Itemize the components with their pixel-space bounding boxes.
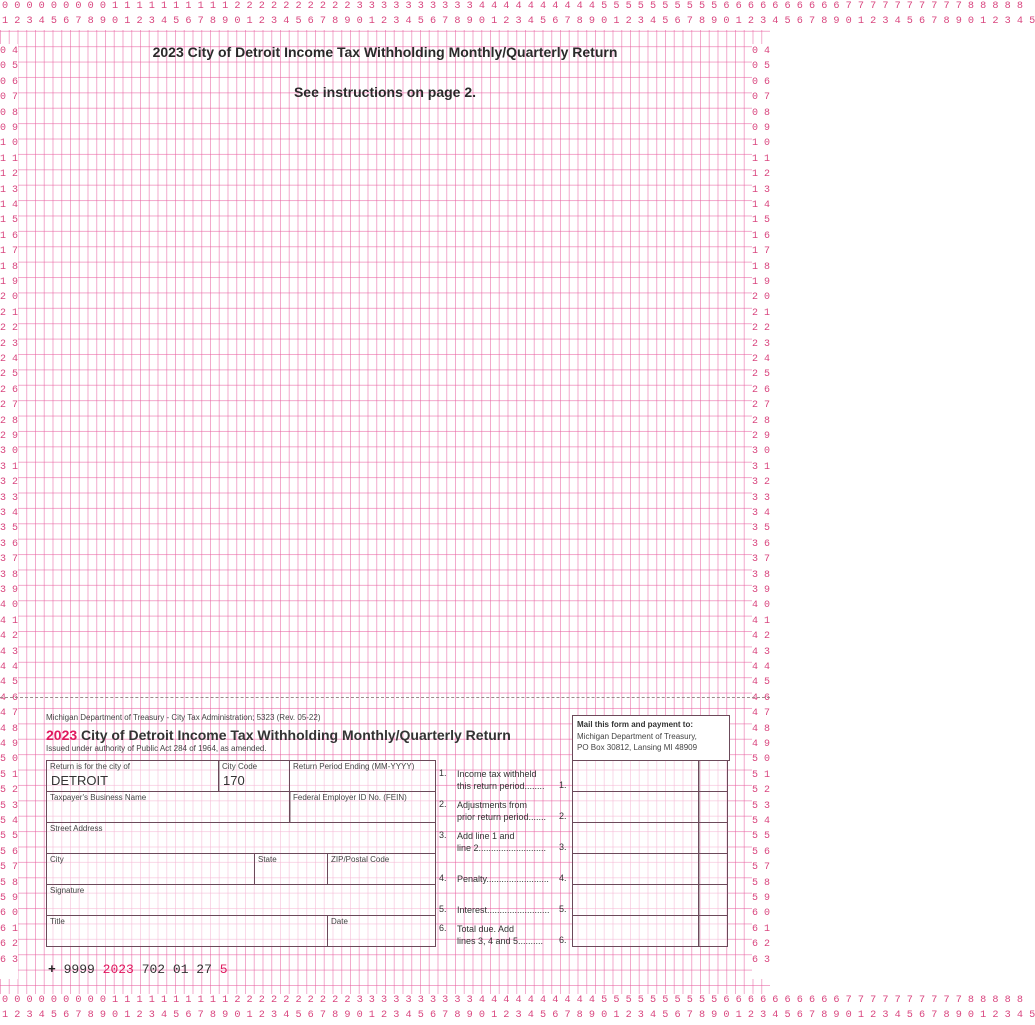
ruler-number: 5 2 [0, 785, 19, 797]
ruler-number: 3 4 [0, 508, 19, 519]
street-label: Street Address [50, 824, 103, 833]
line-text-1: Adjustments from [457, 800, 528, 810]
ruler-number: 5 2 [752, 785, 771, 797]
ruler-number: 1 7 [0, 246, 19, 258]
ruler-number: 4 0 [752, 600, 771, 612]
form-year: 2023 [46, 727, 78, 743]
ruler-number: 4 9 [0, 739, 19, 750]
line-description [457, 923, 543, 947]
line-number: 2. [439, 799, 447, 809]
ruler-number: 5 5 [0, 831, 19, 843]
amount-cents-box[interactable] [698, 791, 728, 823]
line-text-1: Interest......................... [457, 905, 550, 915]
ruler-number: 3 5 [752, 523, 771, 535]
ruler-number: 0 4 [752, 46, 771, 57]
ruler-number: 5 7 [752, 862, 771, 874]
ruler-number: 4 9 [752, 739, 771, 750]
ruler-number: 0 7 [752, 92, 771, 104]
ruler-number: 1 2 [752, 169, 771, 181]
ruler-row-units: 1 2 3 4 5 6 7 8 9 0 1 2 3 4 5 6 7 8 9 0 1 2 3 4 5 6 7 8 9 0 1 2 3 4 5 6 7 8 9 0 1 2 3 4 5 6 7 8 9 0 1 2 3 4 5 6 7 8 9 0 1 2 3 4 5 6 7 8 9 0 1 2 3 4 5 6 7 8 9 0 1 2 3 4 5 [2, 1010, 1035, 1021]
line-text-1: Penalty......................... [457, 874, 549, 884]
ruler-number: 0 6 [752, 76, 771, 88]
ruler-number: 3 2 [752, 477, 771, 489]
ruler-number: 1 5 [752, 215, 771, 227]
page-title: 2023 City of Detroit Income Tax Withholding Monthly/Quarterly Return [152, 44, 618, 60]
ruler-number: 2 8 [0, 415, 19, 427]
ruler-number: 1 4 [752, 200, 771, 211]
amount-cents-box[interactable] [698, 760, 728, 792]
ruler-number: 1 2 [0, 169, 19, 181]
ruler-number: 5 0 [0, 754, 19, 766]
line-end-number: 2. [559, 811, 567, 821]
ruler-number: 0 5 [0, 61, 19, 73]
ruler-number: 4 2 [752, 631, 771, 643]
ruler-number: 2 6 [0, 384, 19, 396]
ruler-number: 2 4 [0, 354, 19, 365]
ruler-number: 2 2 [0, 323, 19, 335]
state-field[interactable] [254, 853, 328, 885]
ruler-number: 4 7 [0, 708, 19, 720]
ruler-number: 4 6 [0, 692, 19, 704]
ruler-number: 1 6 [0, 230, 19, 242]
city-code-label: City Code [222, 762, 258, 771]
ruler-number: 4 6 [752, 692, 771, 704]
street-field[interactable] [46, 822, 436, 854]
ruler-number: 5 1 [752, 769, 771, 781]
ruler-number: 1 3 [752, 184, 771, 196]
mail-to-box [572, 715, 730, 761]
ruler-number: 6 3 [752, 954, 771, 966]
line-number: 4. [439, 873, 447, 883]
authority-line: Issued under authority of Public Act 284 of 1964, as amended. [46, 744, 267, 753]
ruler-number: 2 1 [752, 307, 771, 319]
ruler-number: 0 8 [752, 107, 771, 119]
line-description [457, 904, 550, 916]
period-field[interactable] [289, 760, 436, 792]
signature-label: Signature [50, 886, 85, 895]
title-field[interactable] [46, 915, 328, 947]
line-number: 6. [439, 923, 447, 933]
ruler-number: 5 8 [752, 877, 771, 889]
ruler-number: 5 4 [0, 816, 19, 827]
amount-dollars-box[interactable] [572, 791, 700, 823]
bottom-ruler [0, 994, 1035, 1024]
ruler-number: 2 2 [752, 323, 771, 335]
ruler-number: 1 0 [752, 138, 771, 150]
page-subtitle: See instructions on page 2. [293, 84, 477, 100]
ruler-number: 1 9 [0, 277, 19, 288]
line-text-2: lines 3, 4 and 5.......... [457, 936, 544, 946]
ruler-number: 3 9 [752, 585, 771, 596]
amount-cents-box[interactable] [698, 915, 728, 947]
ruler-number: 1 6 [752, 230, 771, 242]
ruler-number: 0 9 [0, 123, 19, 134]
ruler-number: 5 6 [752, 846, 771, 858]
amount-dollars-box[interactable] [572, 884, 700, 916]
ruler-number: 6 0 [0, 908, 19, 920]
left-ruler [0, 44, 18, 979]
ruler-number: 3 1 [0, 461, 19, 473]
ruler-number: 1 4 [0, 200, 19, 211]
city2-field[interactable] [46, 853, 255, 885]
ruler-number: 4 0 [0, 600, 19, 612]
cut-line [0, 697, 770, 698]
scan-part-1: 9999 [63, 962, 95, 977]
ruler-number: 3 3 [752, 492, 771, 504]
line-end-number: 6. [559, 935, 567, 945]
line-end-number: 3. [559, 842, 567, 852]
ruler-number: 3 0 [0, 446, 19, 458]
plus-mark: + [48, 962, 56, 977]
ruler-number: 2 3 [752, 338, 771, 350]
ruler-number: 1 8 [752, 261, 771, 273]
ruler-number: 1 5 [0, 215, 19, 227]
line-description [457, 873, 549, 885]
ruler-number: 6 1 [0, 923, 19, 935]
ruler-number: 5 3 [752, 800, 771, 812]
ruler-number: 2 7 [752, 400, 771, 412]
ruler-number: 3 7 [752, 554, 771, 566]
line-text-1: Add line 1 and [457, 831, 515, 841]
ruler-number: 4 8 [752, 723, 771, 735]
fein-label: Federal Employer ID No. (FEIN) [293, 793, 407, 802]
line-end-number: 4. [559, 873, 567, 883]
ruler-number: 3 7 [0, 554, 19, 566]
ruler-row-tens: 0 0 0 0 0 0 0 0 0 1 1 1 1 1 1 1 1 1 1 2 2 2 2 2 2 2 2 2 2 3 3 3 3 3 3 3 3 3 3 4 4 4 4 4 4 4 4 4 4 5 5 5 5 5 5 5 5 5 5 6 6 6 6 6 6 6 6 6 6 7 7 7 7 7 7 7 7 7 7 8 8 8 8 8 [2, 995, 1023, 1006]
ruler-number: 2 5 [752, 369, 771, 381]
ruler-number: 4 1 [752, 615, 771, 627]
scanline [48, 962, 228, 977]
ruler-number: 2 5 [0, 369, 19, 381]
fein-field[interactable] [289, 791, 436, 823]
line-description [457, 768, 545, 792]
ruler-number: 2 1 [0, 307, 19, 319]
ruler-number: 3 2 [0, 477, 19, 489]
line-number: 3. [439, 830, 447, 840]
ruler-number: 4 2 [0, 631, 19, 643]
date-field[interactable] [327, 915, 436, 947]
line-text-1: Income tax withheld [457, 769, 537, 779]
line-text-2: this return period........ [457, 781, 545, 791]
ruler-number: 2 6 [752, 384, 771, 396]
ruler-number: 2 7 [0, 400, 19, 412]
ruler-number: 4 1 [0, 615, 19, 627]
ruler-number: 6 2 [0, 939, 19, 951]
ruler-number: 0 5 [752, 61, 771, 73]
line-number: 5. [439, 904, 447, 914]
ruler-number: 5 3 [0, 800, 19, 812]
city2-label: City [50, 855, 64, 864]
line-description [457, 830, 546, 854]
agency-line: Michigan Department of Treasury - City Tax Administration; 5323 (Rev. 05-22) [46, 713, 321, 722]
ruler-number: 0 6 [0, 76, 19, 88]
ruler-number: 3 0 [752, 446, 771, 458]
ruler-number: 2 0 [0, 292, 19, 304]
zip-label: ZIP/Postal Code [331, 855, 390, 864]
ruler-number: 2 0 [752, 292, 771, 304]
ruler-number: 5 5 [752, 831, 771, 843]
line-description [457, 799, 546, 823]
business-name-label: Taxpayer's Business Name [50, 793, 147, 802]
city-field[interactable] [46, 760, 220, 792]
ruler-number: 1 9 [752, 277, 771, 288]
ruler-number: 0 9 [752, 123, 771, 134]
amount-cents-box[interactable] [698, 853, 728, 885]
amount-cents-box[interactable] [698, 822, 728, 854]
ruler-number: 1 1 [752, 153, 771, 165]
line-end-number: 1. [559, 780, 567, 790]
ruler-number: 5 0 [752, 754, 771, 766]
ruler-number: 6 1 [752, 923, 771, 935]
ruler-number: 5 8 [0, 877, 19, 889]
scan-year: 2023 [102, 962, 134, 977]
form-title [46, 727, 511, 743]
ruler-number: 0 4 [0, 46, 19, 57]
ruler-number: 4 7 [752, 708, 771, 720]
title-label: Title [50, 917, 65, 926]
date-label: Date [331, 917, 348, 926]
ruler-number: 5 7 [0, 862, 19, 874]
ruler-number: 4 4 [0, 662, 19, 673]
city-code-value: 170 [223, 773, 245, 788]
ruler-number: 5 4 [752, 816, 771, 827]
scan-part-2: 702 01 27 [141, 962, 212, 977]
ruler-number: 1 1 [0, 153, 19, 165]
line-text-2: line 2........................... [457, 843, 547, 853]
city-value: DETROIT [51, 773, 109, 788]
ruler-number: 4 4 [752, 662, 771, 673]
ruler-number: 0 8 [0, 107, 19, 119]
amount-dollars-box[interactable] [572, 760, 700, 792]
signature-field[interactable] [46, 884, 436, 916]
line-text-1: Total due. Add [457, 924, 515, 934]
ruler-number: 2 9 [752, 431, 771, 442]
ruler-number: 1 7 [752, 246, 771, 258]
line-number: 1. [439, 768, 447, 778]
business-name-field[interactable] [46, 791, 291, 823]
amount-cents-box[interactable] [698, 884, 728, 916]
ruler-number: 6 0 [752, 908, 771, 920]
mail-line-2: PO Box 30812, Lansing MI 48909 [577, 743, 698, 752]
ruler-number: 3 8 [0, 569, 19, 581]
ruler-number: 1 3 [0, 184, 19, 196]
ruler-number: 4 8 [0, 723, 19, 735]
ruler-number: 3 6 [0, 538, 19, 550]
city-label: Return is for the city of [50, 762, 131, 771]
ruler-number: 2 9 [0, 431, 19, 442]
ruler-number: 3 1 [752, 461, 771, 473]
ruler-number: 0 7 [0, 92, 19, 104]
ruler-number: 3 4 [752, 508, 771, 519]
ruler-number: 3 9 [0, 585, 19, 596]
ruler-number: 2 8 [752, 415, 771, 427]
right-ruler [752, 44, 770, 979]
ruler-number: 6 3 [0, 954, 19, 966]
mail-line-1: Michigan Department of Treasury, [577, 732, 697, 741]
ruler-number: 5 1 [0, 769, 19, 781]
ruler-row-tens: 0 0 0 0 0 0 0 0 0 1 1 1 1 1 1 1 1 1 1 2 2 2 2 2 2 2 2 2 2 3 3 3 3 3 3 3 3 3 3 4 4 4 4 4 4 4 4 4 4 5 5 5 5 5 5 5 5 5 5 6 6 6 6 6 6 6 6 6 6 7 7 7 7 7 7 7 7 7 7 8 8 8 8 8 [2, 1, 1023, 12]
period-label: Return Period Ending (MM-YYYY) [293, 762, 415, 771]
ruler-number: 3 5 [0, 523, 19, 535]
zip-field[interactable] [327, 853, 436, 885]
ruler-number: 6 2 [752, 939, 771, 951]
amount-dollars-box[interactable] [572, 915, 700, 947]
ruler-row-units: 1 2 3 4 5 6 7 8 9 0 1 2 3 4 5 6 7 8 9 0 1 2 3 4 5 6 7 8 9 0 1 2 3 4 5 6 7 8 9 0 1 2 3 4 5 6 7 8 9 0 1 2 3 4 5 6 7 8 9 0 1 2 3 4 5 6 7 8 9 0 1 2 3 4 5 6 7 8 9 0 1 2 3 4 5 [2, 16, 1035, 27]
form-title-text: City of Detroit Income Tax Withholding Monthly/Quarterly Return [81, 727, 511, 743]
ruler-number: 1 0 [0, 138, 19, 150]
line-end-number: 5. [559, 904, 567, 914]
ruler-number: 4 3 [752, 646, 771, 658]
ruler-number: 5 6 [0, 846, 19, 858]
ruler-number: 4 5 [752, 677, 771, 689]
ruler-number: 4 3 [0, 646, 19, 658]
ruler-number: 5 9 [0, 893, 19, 904]
ruler-number: 2 4 [752, 354, 771, 365]
ruler-number: 2 3 [0, 338, 19, 350]
ruler-number: 3 6 [752, 538, 771, 550]
amount-dollars-box[interactable] [572, 822, 700, 854]
amount-dollars-box[interactable] [572, 853, 700, 885]
ruler-number: 1 8 [0, 261, 19, 273]
city-code-field[interactable] [218, 760, 290, 792]
line-text-2: prior return period....... [457, 812, 547, 822]
mail-heading: Mail this form and payment to: [577, 720, 694, 729]
ruler-number: 3 8 [752, 569, 771, 581]
ruler-number: 4 5 [0, 677, 19, 689]
state-label: State [258, 855, 277, 864]
ruler-number: 5 9 [752, 893, 771, 904]
scan-part-3: 5 [219, 962, 228, 977]
top-ruler [0, 0, 1035, 30]
ruler-number: 3 3 [0, 492, 19, 504]
